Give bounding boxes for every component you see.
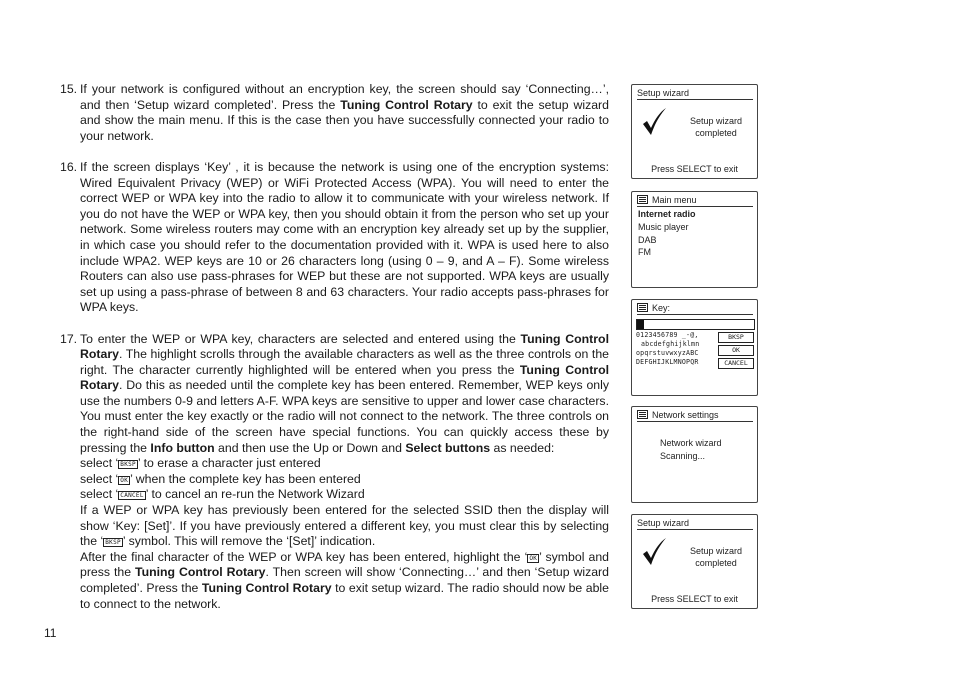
screen-title: Setup wizard <box>637 87 753 100</box>
select-post: ’ to cancel an re-run the Network Wizard <box>145 487 365 502</box>
screen-title-text: Main menu <box>652 195 697 205</box>
step-number: 17. <box>60 331 78 346</box>
bold-term: Tuning Control Rotary <box>201 581 332 595</box>
char-row-3: opqrstuvwxyzABC <box>636 349 699 357</box>
char-row-4: DEFGHIJKLMNOPQR <box>636 358 699 366</box>
screen-title <box>637 409 753 422</box>
screen-title <box>637 302 753 315</box>
completed-message-1: Setup wizard <box>689 116 743 126</box>
menu-icon <box>637 410 648 419</box>
screen-title: Setup wizard <box>637 517 753 530</box>
bold-term: Tuning Control Rotary <box>134 565 266 580</box>
checkmark-icon <box>641 537 667 567</box>
ok-icon: OK <box>529 554 538 562</box>
checkmark-icon <box>641 107 667 137</box>
key-input-bar <box>636 319 755 330</box>
bold-term: Tuning Control Rotary <box>80 331 609 362</box>
instructions <box>60 82 609 612</box>
lcd-setup-wizard-completed <box>631 84 758 179</box>
menu-item-internet-radio: Internet radio <box>638 209 696 219</box>
select-post: ’ when the complete key has been entered <box>130 471 361 486</box>
select-line <box>80 487 609 503</box>
lcd-network-settings <box>631 406 758 503</box>
select-line <box>80 456 609 472</box>
select-pre: select ‘ <box>80 456 119 471</box>
bksp-button: BKSP <box>718 332 754 343</box>
screen-title-text: Network settings <box>652 410 719 420</box>
scanning-label: Scanning... <box>660 451 706 461</box>
select-line <box>80 472 609 488</box>
select-pre: select ‘ <box>80 471 119 486</box>
step-15 <box>60 82 609 144</box>
step-number: 16. <box>60 159 78 174</box>
lcd-main-menu <box>631 191 758 288</box>
ok-icon: OK <box>120 476 129 484</box>
cancel-button: CANCEL <box>718 358 754 369</box>
ok-button: OK <box>718 345 754 356</box>
screen-title <box>637 194 753 207</box>
completed-message-2: completed <box>695 558 737 568</box>
lcd-key-entry <box>631 299 758 396</box>
char-row-2: abcdefghijklmn <box>641 340 700 348</box>
cancel-icon: CANCEL <box>120 492 144 500</box>
char-row-1: 0123456789 _-@, <box>636 331 699 339</box>
menu-icon <box>637 195 648 204</box>
exit-hint: Press SELECT to exit <box>651 594 738 604</box>
step-text: To enter the WEP or WPA key, characters are selected and entered using the Tuning Control Rotary. The highlight scrolls through the available characters as well as the three controls on the right. The character currently highlighted will be entered when you press the Tuning Control Rotary. Do this as needed until the complete key has been entered. Remember, WEP keys only use the numbers 0-9 and letters A-F. WPA keys are sensitive to upper and lower case characters. You must enter the key exactly or the radio will not connect to the network. The three controls on the right-hand side of the screen have special functions. You can quickly access these by pressing the Info button and then use the Up or Down and Select buttons as needed: <box>80 331 609 455</box>
select-pre: select ‘ <box>80 487 119 502</box>
exit-hint: Press SELECT to exit <box>651 164 738 174</box>
bold-term: Tuning Control Rotary <box>340 97 473 112</box>
step-number: 15. <box>60 82 78 96</box>
select-post: ’ to erase a character just entered <box>137 456 321 471</box>
page-number: 11 <box>44 626 57 640</box>
step-text: If the screen displays ‘Key’ , it is because the network is using one of the encryption systems: Wired Equivalent Privacy (WEP) or WiFi Protected Access (WPA). You will need to enter the correct WEP or WPA key into the radio to allow it to communicate with your wireless network. If you do not have the WEP or WPA key, then you should obtain it from the person who set up your network. Some wireless routers may come with an encryption key already set up by the supplier, in which case you should refer to the documentation provided with it. WPA is used here to also include WPA2. WEP keys are 10 or 26 characters long (using 0 – 9, and A – F). Some wireless Routers can also use pass-phrases for WEP but these are not supported. WPA keys are usually set up using a pass-phrase of between 8 and 63 characters. Your radio accepts pass-phrases for WPA keys. <box>80 159 609 315</box>
step-text-after: After the final character of the WEP or WPA key has been entered, highlight the ‘ OK ’ symbol and press the Tuning Control Rotary. Then screen will show ‘Connecting…’ and then ‘Setup wizard completed’. Press the Tuning Control Rotary to exit setup wizard. The radio should now be able to connect to the network. <box>80 549 609 611</box>
bold-term: Tuning Control Rotary <box>80 362 609 393</box>
lcd-setup-wizard-completed-2 <box>631 514 758 609</box>
bksp-icon: BKSP <box>105 539 121 547</box>
network-wizard-label: Network wizard <box>660 438 722 448</box>
menu-item-music-player: Music player <box>638 222 689 232</box>
menu-icon <box>637 303 648 312</box>
step-text-after: If a WEP or WPA key has previously been entered for the selected SSID then the display will show ‘Key: [Set]’. If you have previously entered a different key, you must clear this by selecting the ‘ BKSP ’ symbol. This will remove the ‘[Set]’ indication. <box>80 503 609 549</box>
bksp-icon: BKSP <box>120 461 136 469</box>
cursor-block <box>637 320 644 329</box>
step-text: If your network is configured without an encryption key, the screen should say ‘Connecting…’, and then ‘Setup wizard completed’. Press the Tuning Control Rotary to exit the setup wizard and show the main menu. If this is the case then you have successfully connected your radio to your network. <box>80 82 609 143</box>
bold-term: Info button <box>150 440 215 455</box>
menu-item-dab: DAB <box>638 235 657 245</box>
screen-title-text: Key: <box>652 303 671 313</box>
step-17 <box>60 332 609 613</box>
step-16 <box>60 160 609 316</box>
menu-item-fm: FM <box>638 247 651 257</box>
bold-term: Select buttons <box>405 440 491 455</box>
completed-message-2: completed <box>695 128 737 138</box>
completed-message-1: Setup wizard <box>689 546 743 556</box>
